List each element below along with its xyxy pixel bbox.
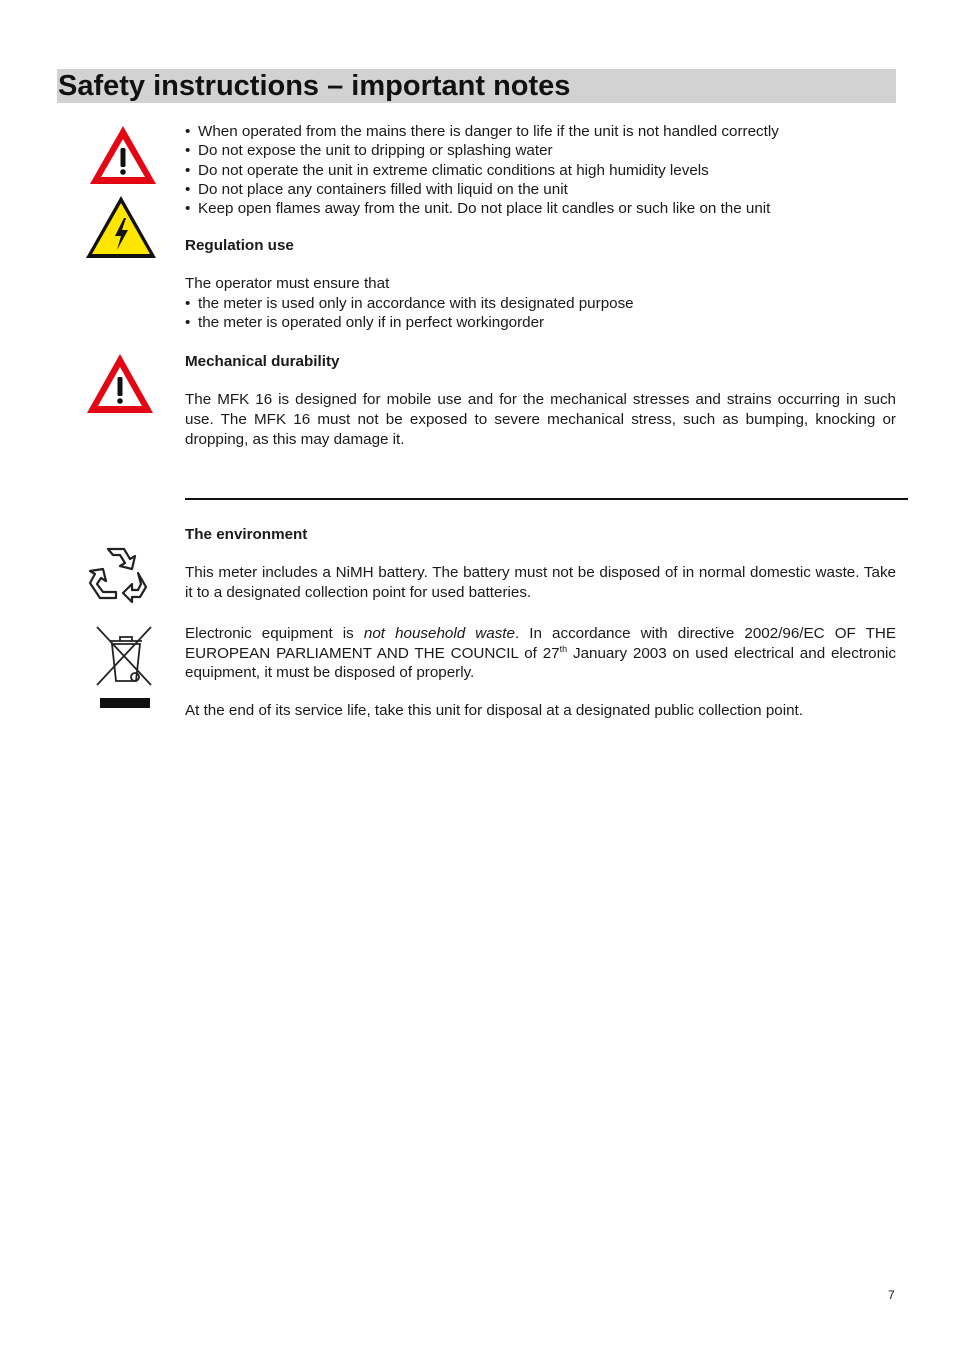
safety-notes: [185, 122, 896, 218]
safety-bullet: • Keep open flames away from the unit. Do not place lit candles or such like on the unit: [185, 199, 896, 218]
safety-bullet: • Do not place any containers filled with liquid on the unit: [185, 180, 896, 199]
warning-triangle-icon: [85, 352, 155, 415]
page-title: Safety instructions – important notes: [58, 70, 571, 102]
weee-notice: [185, 624, 896, 682]
regulation-heading: Regulation use: [185, 237, 294, 254]
section-divider: [185, 498, 908, 500]
recycle-icon: [86, 543, 148, 603]
high-voltage-icon: [84, 194, 158, 260]
regulation-intro: The operator must ensure that: [185, 275, 390, 293]
warning-triangle-icon: [88, 124, 158, 186]
environment-heading: The environment: [185, 526, 308, 543]
safety-bullet: • When operated from the mains there is danger to life if the unit is not handled correctly: [185, 122, 896, 141]
mechanical-heading: Mechanical durability: [185, 353, 340, 370]
mechanical-body: The MFK 16 is designed for mobile use and for the mechanical stresses and strains occurring in such use. The MFK 16 must not be exposed to severe mechanical stress, such as bumping, knocking or dropping, as this may damage it.: [185, 391, 896, 449]
end-of-life-notice: At the end of its service life, take this unit for disposal at a designated public collection point.: [185, 702, 803, 720]
weee-text: Electronic equipment is: [185, 625, 364, 643]
page-number: 7: [888, 1288, 895, 1302]
title-bar: [57, 69, 896, 103]
mechanical-section: [185, 352, 896, 450]
regulation-section: [185, 236, 896, 332]
crossed-bin-icon: [95, 625, 157, 711]
weee-text: January 2003 on used electrical and electronic equipment, it must be disposed of properly.: [185, 644, 896, 681]
regulation-bullet: • the meter is used only in accordance with its designated purpose: [185, 294, 896, 313]
safety-bullet: • Do not expose the unit to dripping or splashing water: [185, 141, 896, 160]
battery-notice: This meter includes a NiMH battery. The battery must not be disposed of in normal domestic waste. Take it to a designated collection point for used batteries.: [185, 564, 896, 602]
regulation-bullet: • the meter is operated only if in perfect workingorder: [185, 313, 896, 332]
environment-section: [185, 525, 896, 720]
weee-text: . In accordance with directive 2002/96/EC OF THE EUROPEAN PARLIAMENT AND THE COUNCIL of 27: [185, 625, 896, 662]
weee-superscript: th: [559, 643, 568, 654]
safety-bullet: • Do not operate the unit in extreme climatic conditions at high humidity levels: [185, 161, 896, 180]
weee-emphasis: not household waste: [363, 625, 515, 643]
